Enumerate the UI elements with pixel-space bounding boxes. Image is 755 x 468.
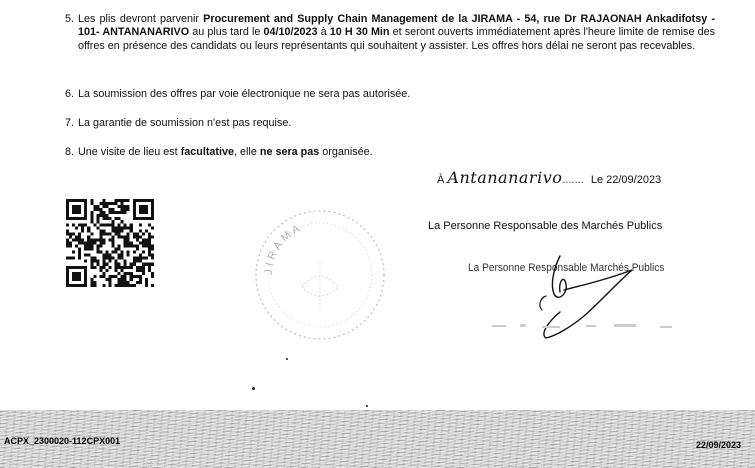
place-and-date xyxy=(437,168,661,187)
clause-8 xyxy=(65,146,715,159)
clause-text: Une visite de lieu est facultative, elle ne sera pas organisée. xyxy=(78,146,373,158)
official-seal-icon xyxy=(250,205,390,345)
footer-band xyxy=(0,410,755,468)
scan-speck xyxy=(252,387,255,390)
place-dots: ....... xyxy=(562,174,584,186)
clause-text: La soumission des offres par voie électronique ne sera pas autorisée. xyxy=(78,88,411,100)
signature-date: Le 22/09/2023 xyxy=(590,174,662,186)
signatory-title: La Personne Responsable des Marchés Publics xyxy=(428,220,663,232)
clause-number: 7. xyxy=(65,117,75,129)
seal-text: JIRAMA xyxy=(262,221,305,276)
clause-6 xyxy=(65,88,715,101)
scan-speck xyxy=(286,358,288,360)
clause-number: 5. xyxy=(65,13,75,25)
clause-5 xyxy=(65,13,715,53)
footer-date: 22/09/2023 xyxy=(695,440,741,450)
clause-text: Les plis devront parvenir Procurement and Supply Chain Management de la JIRAMA - 54, rue Dr RAJAONAH Ankadifotsy - 101- ANTANANARIVO au plus tard le 04/10/2023 à 10 H 30 Min et seront ouverts immédiatement après l'heure limite de remise des offres en présence des candidats ou leurs représentants qui souhaitent y assister. Les offres hors délai ne seront pas recevables. xyxy=(78,13,715,52)
delivery-address: Procurement and Supply Chain Management de la JIRAMA - 54, rue Dr RAJAONAH Ankadifotsy - 101- ANTANANARIVO xyxy=(78,13,715,39)
clause-number: 6. xyxy=(65,88,75,100)
document-reference: ACPX_2300020-112CPX001 xyxy=(4,436,121,446)
faint-scan-marks xyxy=(490,320,690,334)
clause-text: La garantie de soumission n'est pas requise. xyxy=(78,117,292,129)
deadline-date: 04/10/2023 xyxy=(263,26,318,39)
deadline-time: 10 H 30 Min xyxy=(329,26,390,39)
place-handwritten: Antananarivo xyxy=(447,168,563,187)
scan-speck xyxy=(366,405,368,407)
clause-number: 8. xyxy=(65,146,75,158)
qr-code-icon xyxy=(66,199,154,287)
clause-7 xyxy=(65,117,715,130)
place-prefix: À xyxy=(437,174,445,186)
signatory-stamp: La Personne Responsable Marchés Publics xyxy=(468,262,665,274)
